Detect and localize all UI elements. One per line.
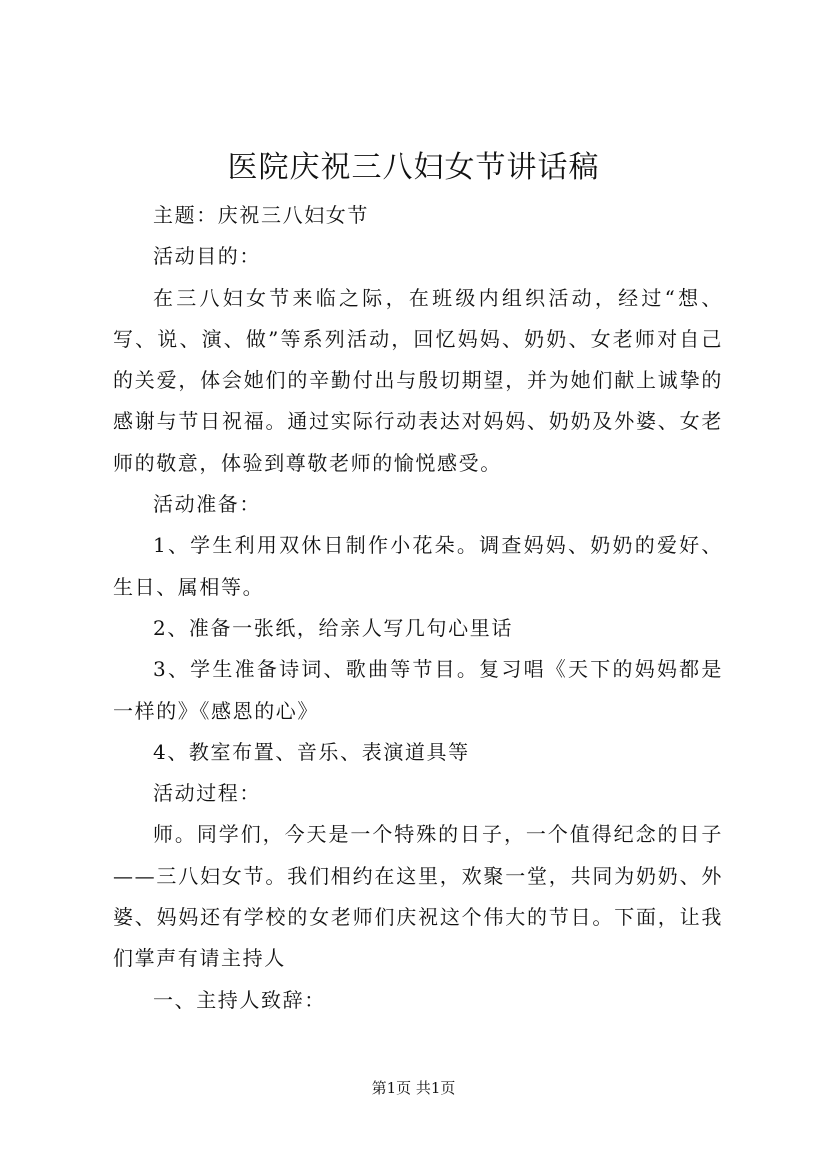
paragraph-preparation-item-4: 4、教室布置、音乐、表演道具等 <box>153 739 470 764</box>
paragraph-process-body: 师。同学们，今天是一个特殊的日子，一个值得纪念的日子——三八妇女节。我们相约在这里，欢聚一堂，共同为奶奶、外婆、妈妈还有学校的女老师们庆祝这个伟大的节日。下面，让我们掌声有请主持人 <box>113 822 723 971</box>
paragraph-preparation-item-1: 1、学生利用双休日制作小花朵。调查妈妈、奶奶的爱好、生日、属相等。 <box>113 533 723 599</box>
paragraph-host-speech-heading: 一、主持人致辞： <box>153 987 326 1012</box>
page-number-footer: 第1页 共1页 <box>371 1079 456 1097</box>
paragraph-purpose-heading: 活动目的： <box>153 244 261 269</box>
document-body <box>113 195 723 1021</box>
paragraph-preparation-heading: 活动准备： <box>153 492 261 517</box>
paragraph-purpose-body: 在三八妇女节来临之际，在班级内组织活动，经过“想、写、说、演、做”等系列活动，回忆妈妈、奶奶、女老师对自己的关爱，体会她们的辛勤付出与殷切期望，并为她们献上诚挚的感谢与节日祝福。通过实际行动表达对妈妈、奶奶及外婆、女老师的敬意，体验到尊敬老师的愉悦感受。 <box>113 285 723 475</box>
paragraph-process-heading: 活动过程： <box>153 781 261 806</box>
paragraph-preparation-item-2: 2、准备一张纸，给亲人写几句心里话 <box>153 615 513 640</box>
document-title: 医院庆祝三八妇女节讲话稿 <box>227 150 600 185</box>
paragraph-theme: 主题：庆祝三八妇女节 <box>153 203 369 227</box>
paragraph-preparation-item-3: 3、学生准备诗词、歌曲等节目。复习唱《天下的妈妈都是一样的》《感恩的心》 <box>113 657 723 723</box>
